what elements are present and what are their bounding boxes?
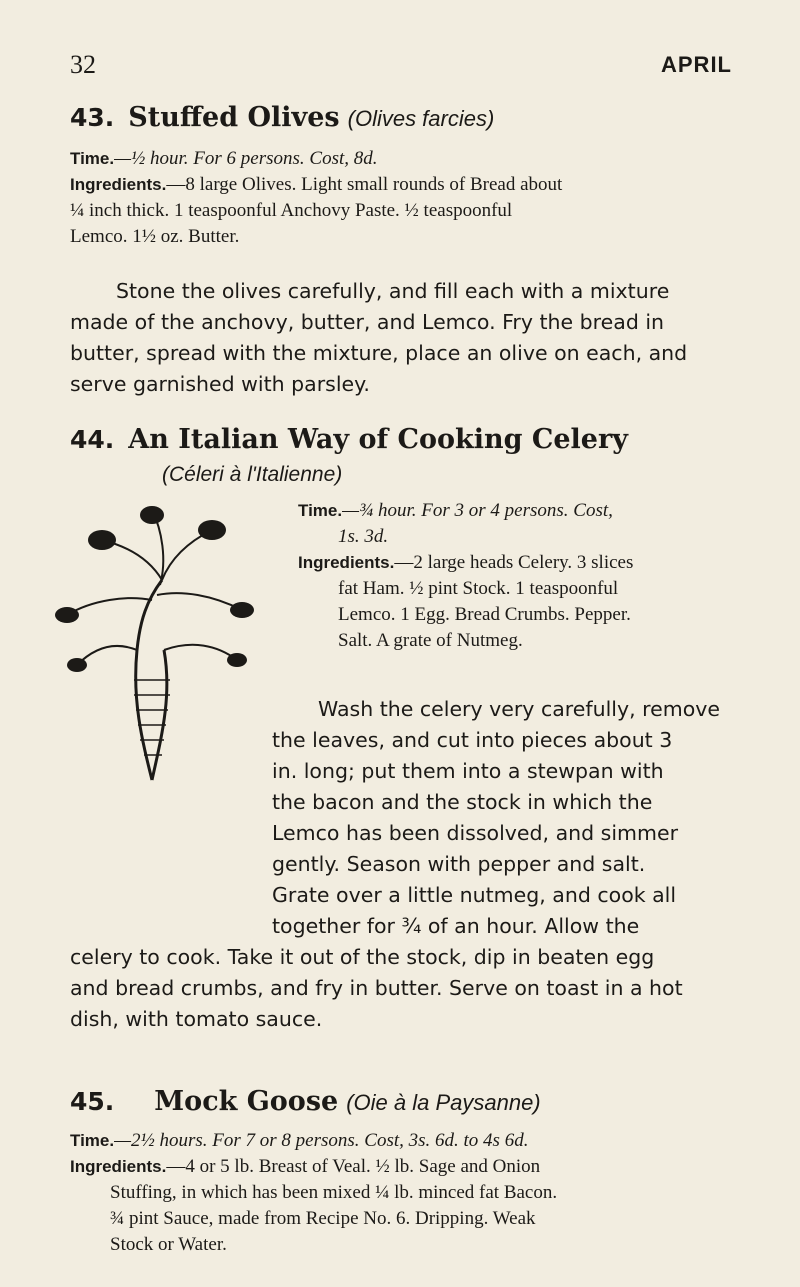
recipe-ingredients bbox=[298, 550, 748, 576]
recipe-44-french-name: (Céleri à l'Italienne) bbox=[162, 463, 343, 486]
recipe-ingredients bbox=[70, 172, 740, 198]
recipe-43-method bbox=[70, 276, 740, 400]
recipe-french-name: (Olives farcies) bbox=[347, 106, 495, 131]
time-value: 1s. 3d. bbox=[338, 526, 389, 547]
ingredients-line: ¼ inch thick. 1 teaspoonful Anchovy Paste. ½ teaspoonful bbox=[70, 200, 513, 221]
recipe-number: 43. bbox=[70, 103, 115, 132]
ingredients-line: Lemco. 1½ oz. Butter. bbox=[70, 226, 240, 247]
method-line: and bread crumbs, and fry in butter. Serve on toast in a hot bbox=[70, 976, 683, 1000]
ingredients-label: Ingredients. bbox=[70, 1157, 167, 1176]
time-value: —¾ hour. For 3 or 4 persons. Cost, bbox=[342, 500, 613, 521]
recipe-45-meta bbox=[70, 1128, 750, 1258]
recipe-44-meta bbox=[298, 498, 748, 654]
method-line: celery to cook. Take it out of the stock, dip in beaten egg bbox=[70, 945, 655, 969]
recipe-ingredients bbox=[70, 1154, 750, 1180]
time-label: Time. bbox=[70, 1131, 115, 1150]
ingredients-line: Stuffing, in which has been mixed ¼ lb. minced fat Bacon. bbox=[110, 1182, 558, 1203]
recipe-french-name: (Oie à la Paysanne) bbox=[346, 1090, 541, 1115]
recipe-44-title bbox=[70, 424, 628, 455]
method-line: in. long; put them into a stewpan with bbox=[272, 759, 664, 783]
method-line: Lemco has been dissolved, and simmer bbox=[272, 821, 679, 845]
method-line: the leaves, and cut into pieces about 3 bbox=[272, 728, 673, 752]
recipe-number: 44. bbox=[70, 425, 115, 454]
recipe-44-method-top bbox=[272, 694, 740, 942]
page-number: 32 bbox=[70, 50, 96, 79]
ingredients-line: Salt. A grate of Nutmeg. bbox=[338, 630, 523, 651]
recipe-43-title bbox=[70, 102, 494, 133]
time-label: Time. bbox=[298, 501, 343, 520]
ingredients-label: Ingredients. bbox=[298, 553, 395, 572]
method-line: Stone the olives carefully, and fill each with a mixture bbox=[116, 279, 670, 303]
ingredients-line: Lemco. 1 Egg. Bread Crumbs. Pepper. bbox=[338, 604, 631, 625]
time-value: —½ hour. For 6 persons. Cost, 8d. bbox=[114, 148, 378, 169]
method-line: Grate over a little nutmeg, and cook all bbox=[272, 883, 677, 907]
method-line: made of the anchovy, butter, and Lemco. Fry the bread in bbox=[70, 310, 665, 334]
celery-illustration bbox=[52, 500, 260, 785]
time-value: —2½ hours. For 7 or 8 persons. Cost, 3s. 6d. to 4s 6d. bbox=[114, 1130, 529, 1151]
recipe-time-cont bbox=[298, 524, 748, 550]
recipe-number: 45. bbox=[70, 1087, 115, 1116]
ingredients-line: ¾ pint Sauce, made from Recipe No. 6. Dripping. Weak bbox=[110, 1208, 536, 1229]
ingredients-line: fat Ham. ½ pint Stock. 1 teaspoonful bbox=[338, 578, 619, 599]
recipe-time bbox=[70, 146, 740, 172]
recipe-time bbox=[298, 498, 748, 524]
method-line: butter, spread with the mixture, place an olive on each, and bbox=[70, 341, 688, 365]
recipe-name: Stuffed Olives bbox=[128, 102, 340, 133]
method-line: together for ¾ of an hour. Allow the bbox=[272, 914, 640, 938]
recipe-44-method-bottom bbox=[70, 942, 740, 1035]
recipe-43-meta bbox=[70, 146, 740, 250]
ingredients-line: —8 large Olives. Light small rounds of Bread about bbox=[166, 174, 563, 195]
method-line: serve garnished with parsley. bbox=[70, 372, 370, 396]
ingredients-line: —2 large heads Celery. 3 slices bbox=[394, 552, 634, 573]
recipe-name: Mock Goose bbox=[154, 1086, 339, 1117]
running-head-month: APRIL bbox=[661, 52, 732, 77]
ingredients-line: Stock or Water. bbox=[110, 1234, 227, 1255]
page-header bbox=[70, 50, 732, 80]
method-line: gently. Season with pepper and salt. bbox=[272, 852, 646, 876]
method-line: dish, with tomato sauce. bbox=[70, 1007, 323, 1031]
method-line: Wash the celery very carefully, remove bbox=[318, 697, 720, 721]
method-line: the bacon and the stock in which the bbox=[272, 790, 653, 814]
recipe-name: An Italian Way of Cooking Celery bbox=[128, 424, 628, 455]
recipe-time bbox=[70, 1128, 750, 1154]
recipe-45-title bbox=[70, 1086, 541, 1117]
ingredients-line: —4 or 5 lb. Breast of Veal. ½ lb. Sage and Onion bbox=[166, 1156, 541, 1177]
ingredients-label: Ingredients. bbox=[70, 175, 167, 194]
time-label: Time. bbox=[70, 149, 115, 168]
